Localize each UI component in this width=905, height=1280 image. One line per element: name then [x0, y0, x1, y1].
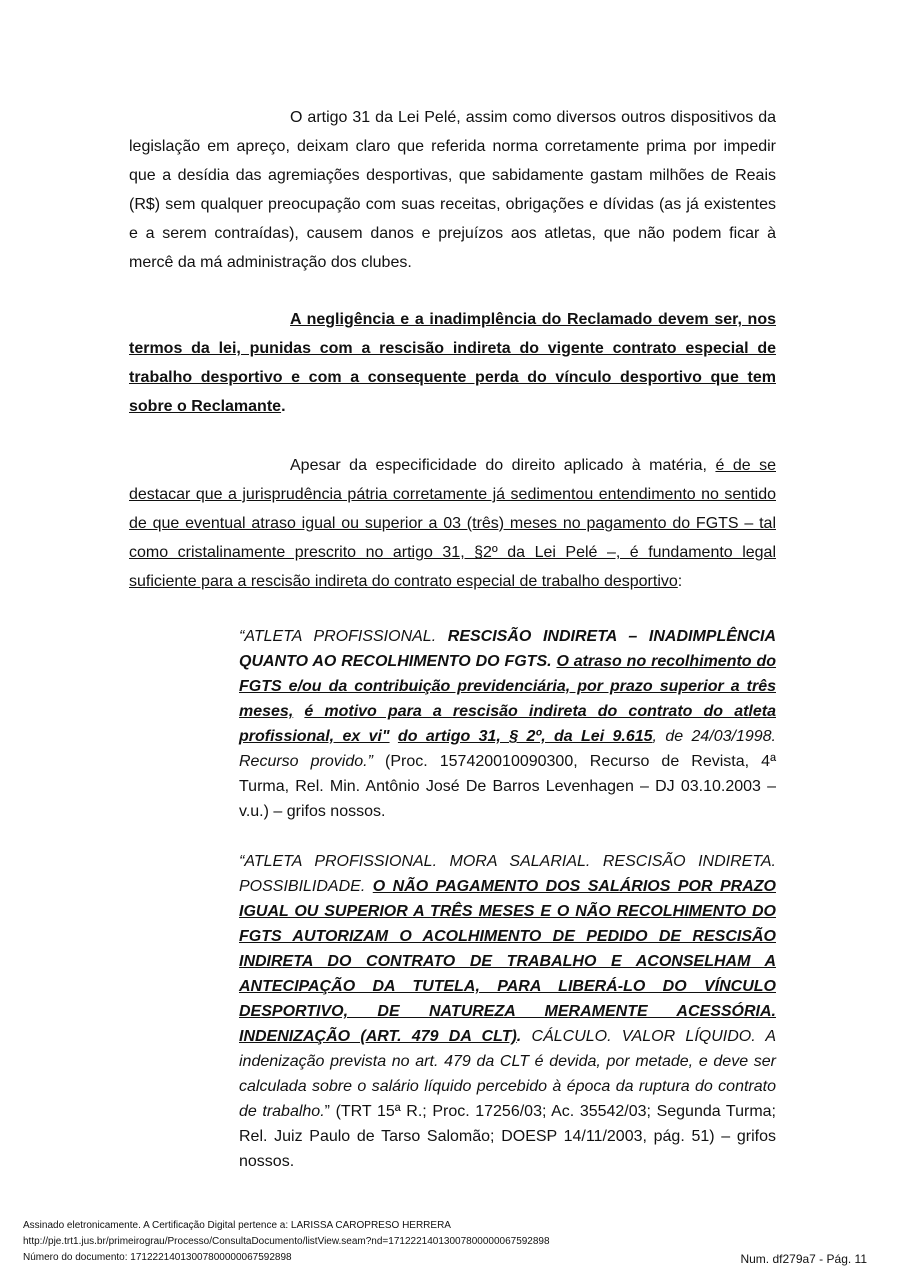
signature-footer	[23, 1218, 550, 1266]
quote-italic-end: , de 24/03/1998. Recurso provido.”	[239, 728, 776, 770]
quote-bold-underlined: do artigo 31, § 2º, da Lei 9.615	[397, 728, 653, 745]
quote-citation: (TRT 15ª R.; Proc. 17256/03; Ac. 35542/03; Segunda Turma; Rel. Juiz Paulo de Tarso Salomão; DOESP 14/11/2003, pág. 51) – grifos nossos.	[239, 1103, 777, 1170]
paragraph-jurisprudencia	[129, 451, 776, 596]
bold-underlined-text: A negligência e a inadimplência do Reclamado devem ser, nos termos da lei, punidas com a rescisão indireta do vigente contrato especial de trabalho desportivo e com a consequente perda do vínculo desportivo que tem sobre o Reclamante	[129, 311, 776, 415]
quote-bold-underlined: O atraso no recolhimento do	[556, 653, 777, 670]
paragraph-text-start: Apesar da especificidade do direito aplicado à matéria,	[290, 457, 716, 474]
underlined-text: é de se destacar que a jurisprudência pátria corretamente já sedimentou entendimento no sentido de que eventual atraso igual ou superior a 03 (três) meses no pagamento do FGTS – tal como cristalinamente prescrito no artigo 31, §2º da Lei Pelé –, é fundamento legal suficiente para a rescisão indireta do contrato especial de trabalho desportivo	[129, 457, 776, 590]
paragraph-text: O artigo 31 da Lei Pelé, assim como diversos outros dispositivos da legislação em apreço, deixam claro que referida norma corretamente prima por impedir que a desídia das agremiações desportivas, que sabidamente gastam milhões de Reais (R$) sem qualquer preocupação com suas receitas, obrigações e dívidas (as já existentes e a serem contraídas), causem danos e prejuízos aos atletas, que não podem ficar à mercê da má administração dos clubes.	[129, 109, 776, 271]
quote-open: “ATLETA PROFISSIONAL.	[239, 628, 448, 645]
quote-dot: .	[516, 1028, 522, 1045]
quote-bold: RESCISÃO INDIRETA – INADIMPLÊNCIA QUANTO AO RECOLHIMENTO DO FGTS.	[239, 628, 777, 670]
quote-open: “ATLETA PROFISSIONAL. MORA SALARIAL. RESCISÃO INDIRETA. POSSIBILIDADE.	[239, 853, 776, 895]
page-reference: Num. df279a7 - Pág. 11	[740, 1252, 867, 1266]
paragraph-lei-pele	[129, 103, 776, 277]
quote-close: ”	[324, 1103, 330, 1120]
quote-space	[390, 728, 398, 745]
signed-by-text: Assinado eletronicamente. A Certificação Digital pertence a: LARISSA CAROPRESO HERRERA	[23, 1220, 451, 1231]
quote-citation: (Proc. 157420010090300, Recurso de Revista, 4ª Turma, Rel. Min. Antônio José De Barros Levenhagen – DJ 03.10.2003 – v.u.) – grifos nossos.	[239, 753, 776, 820]
quote-bold-underlined: O NÃO PAGAMENTO DOS SALÁRIOS POR PRAZO IGUAL OU SUPERIOR A TRÊS MESES E O NÃO RECOLHIMENTO DO FGTS AUTORIZAM O ACOLHIMENTO DE PEDIDO DE RESCISÃO INDIRETA DO CONTRATO DE TRABALHO E ACONSELHAM A ANTECIPAÇÃO DA TUTELA, PARA LIBERÁ-LO DO VÍNCULO DESPORTIVO, DE NATUREZA MERAMENTE ACESSÓRIA. INDENIZAÇÃO (ART. 479 DA CLT)	[239, 878, 776, 1045]
document-number: Número do documento: 17122214013007800000067592898	[23, 1252, 292, 1263]
paragraph-negligencia	[129, 305, 776, 421]
quote-rescisao-indireta	[239, 624, 776, 824]
paragraph-end: .	[281, 398, 286, 415]
quote-space	[293, 703, 304, 720]
quote-bold-underlined: é motivo para a rescisão indireta do contrato do atleta profissional, ex vi"	[239, 703, 776, 745]
document-url: http://pje.trt1.jus.br/primeirograu/Processo/ConsultaDocumento/listView.seam?nd=17122214013007800000067592898	[23, 1236, 550, 1247]
paragraph-end: :	[677, 573, 683, 590]
quote-bold-underlined: FGTS e/ou da contribuição previdenciária, por prazo superior a três meses,	[239, 678, 776, 720]
quote-mora-salarial	[239, 849, 776, 1174]
quote-italic: CÁLCULO. VALOR LÍQUIDO. A indenização prevista no art. 479 da CLT é devida, por metade, e deve ser calculada sobre o salário líquido percebido à época da ruptura do contrato de trabalho.	[239, 1028, 776, 1120]
